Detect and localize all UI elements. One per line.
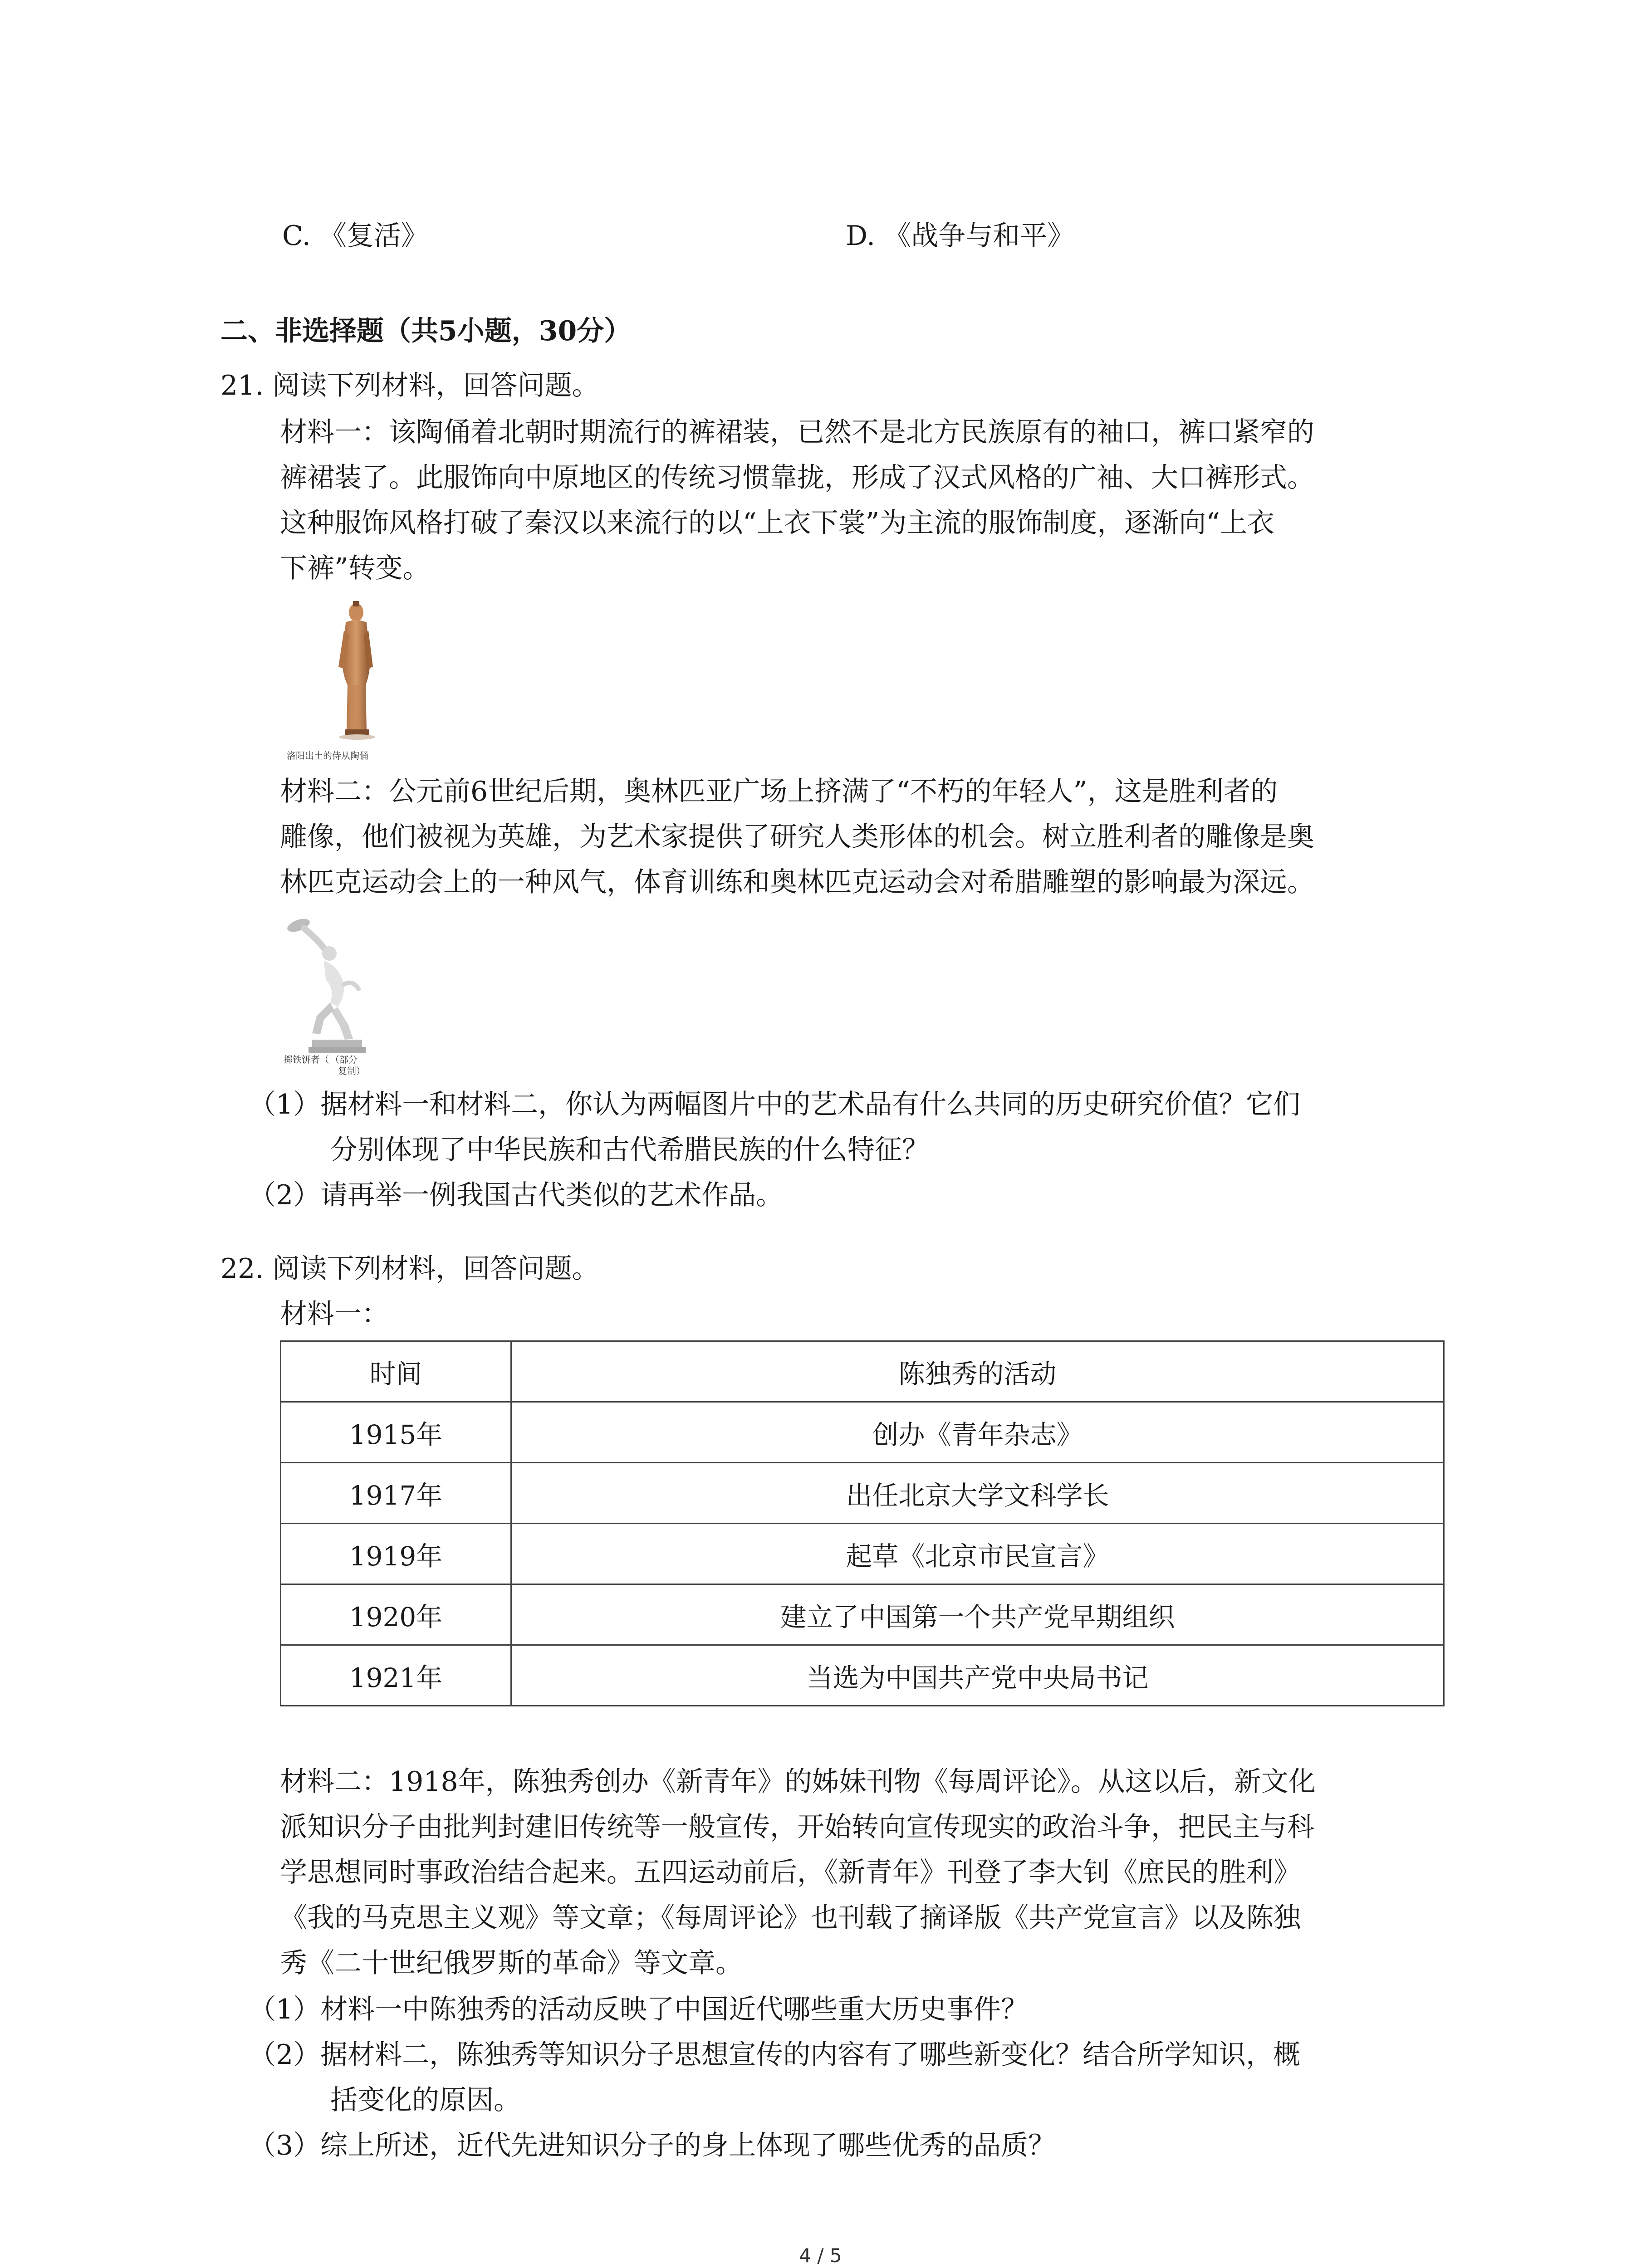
- page-number: 4 / 5: [799, 2244, 842, 2267]
- chen-duxiu-activity-table: [280, 1340, 1445, 1706]
- table-cell: 1921年: [281, 1645, 511, 1706]
- table-cell: 起草《北京市民宣言》: [511, 1524, 1444, 1584]
- option-c: C. 《复活》: [282, 220, 428, 252]
- q21-sub-question: （1）据材料一和材料二，你认为两幅图片中的艺术品有什么共同的历史研究价值？它们: [249, 1089, 1301, 1120]
- table-cell: 出任北京大学文科学长: [511, 1463, 1444, 1524]
- table-cell: 1915年: [281, 1402, 511, 1463]
- table-row: [281, 1584, 1444, 1645]
- q22-material2-line: 秀《二十世纪俄罗斯的革命》等文章。: [280, 1947, 743, 1979]
- q21-material2-line: 材料二：公元前6世纪后期，奥林匹亚广场上挤满了“不朽的年轻人”，这是胜利者的: [280, 776, 1278, 807]
- pottery-figurine-image: [286, 599, 413, 744]
- table-cell: 1919年: [281, 1524, 511, 1584]
- figure2-caption: 掷铁饼者（: [284, 1054, 329, 1065]
- figure2-caption: （部分: [330, 1054, 358, 1065]
- q21-sub-question: （2）请再举一例我国古代类似的艺术作品。: [249, 1179, 784, 1211]
- q22-sub-question: （3）综上所述，近代先进知识分子的身上体现了哪些优秀的品质？: [249, 2130, 1056, 2161]
- q22-material2-line: 材料二：1918年，陈独秀创办《新青年》的姊妹刊物《每周评论》。从这以后，新文化: [280, 1766, 1316, 1798]
- table-cell: 建立了中国第一个共产党早期组织: [511, 1584, 1444, 1645]
- q22-sub-question: （1）材料一中陈独秀的活动反映了中国近代哪些重大历史事件？: [249, 1994, 1029, 2025]
- q22-material2-line: 派知识分子由批判封建旧传统等一般宣传，开始转向宣传现实的政治斗争，把民主与科: [280, 1811, 1314, 1843]
- q22-material2-line: 《我的马克思主义观》等文章；《每周评论》也刊载了摘译版《共产党宣言》以及陈独: [280, 1902, 1301, 1934]
- table-header-cell: 时间: [281, 1341, 511, 1402]
- q21-material2-line: 雕像，他们被视为英雄，为艺术家提供了研究人类形体的机会。树立胜利者的雕像是奥: [280, 821, 1314, 853]
- q21-material1-line: 材料一：该陶俑着北朝时期流行的裤裙装，已然不是北方民族原有的袖口，裤口紧窄的: [280, 416, 1314, 448]
- table-header-cell: 陈独秀的活动: [511, 1341, 1444, 1402]
- q22-sub-question: （2）据材料二，陈独秀等知识分子思想宣传的内容有了哪些新变化？结合所学知识，概: [249, 2039, 1301, 2071]
- table-cell: 创办《青年杂志》: [511, 1402, 1444, 1463]
- q21-material1-line: 裤裙装了。此服饰向中原地区的传统习惯靠拢，形成了汉式风格的广袖、大口裤形式。: [280, 462, 1314, 494]
- q22-stem: 22. 阅读下列材料，回答问题。: [220, 1253, 599, 1285]
- discus-thrower-image: [280, 912, 371, 1057]
- table-row: [281, 1402, 1444, 1463]
- q21-material2-line: 林匹克运动会上的一种风气，体育训练和奥林匹克运动会对希腊雕塑的影响最为深远。: [280, 866, 1314, 898]
- table-cell: 1920年: [281, 1584, 511, 1645]
- option-d: D. 《战争与和平》: [846, 220, 1075, 252]
- table-row: [281, 1463, 1444, 1524]
- q22-material1-label: 材料一：: [280, 1298, 389, 1330]
- q21-stem: 21. 阅读下列材料，回答问题。: [220, 370, 599, 401]
- figure2-caption: 复制）: [338, 1066, 365, 1076]
- table-cell: 1917年: [281, 1463, 511, 1524]
- table-row: [281, 1524, 1444, 1584]
- table-cell: 当选为中国共产党中央局书记: [511, 1645, 1444, 1706]
- table-header-row: [281, 1341, 1444, 1402]
- table-row: [281, 1645, 1444, 1706]
- q21-material1-line: 下裤”转变。: [280, 552, 430, 584]
- section-heading: 二、非选择题（共5小题，30分）: [220, 315, 632, 347]
- q21-sub-question: 分别体现了中华民族和古代希腊民族的什么特征？: [330, 1134, 929, 1166]
- q22-sub-question: 括变化的原因。: [330, 2084, 521, 2116]
- figure1-caption: 洛阳出土的侍从陶俑: [287, 750, 368, 761]
- q22-material2-line: 学思想同时事政治结合起来。五四运动前后，《新青年》刊登了李大钊《庶民的胜利》: [280, 1857, 1301, 1888]
- q21-material1-line: 这种服饰风格打破了秦汉以来流行的以“上衣下裳”为主流的服饰制度，逐渐向“上衣: [280, 507, 1275, 539]
